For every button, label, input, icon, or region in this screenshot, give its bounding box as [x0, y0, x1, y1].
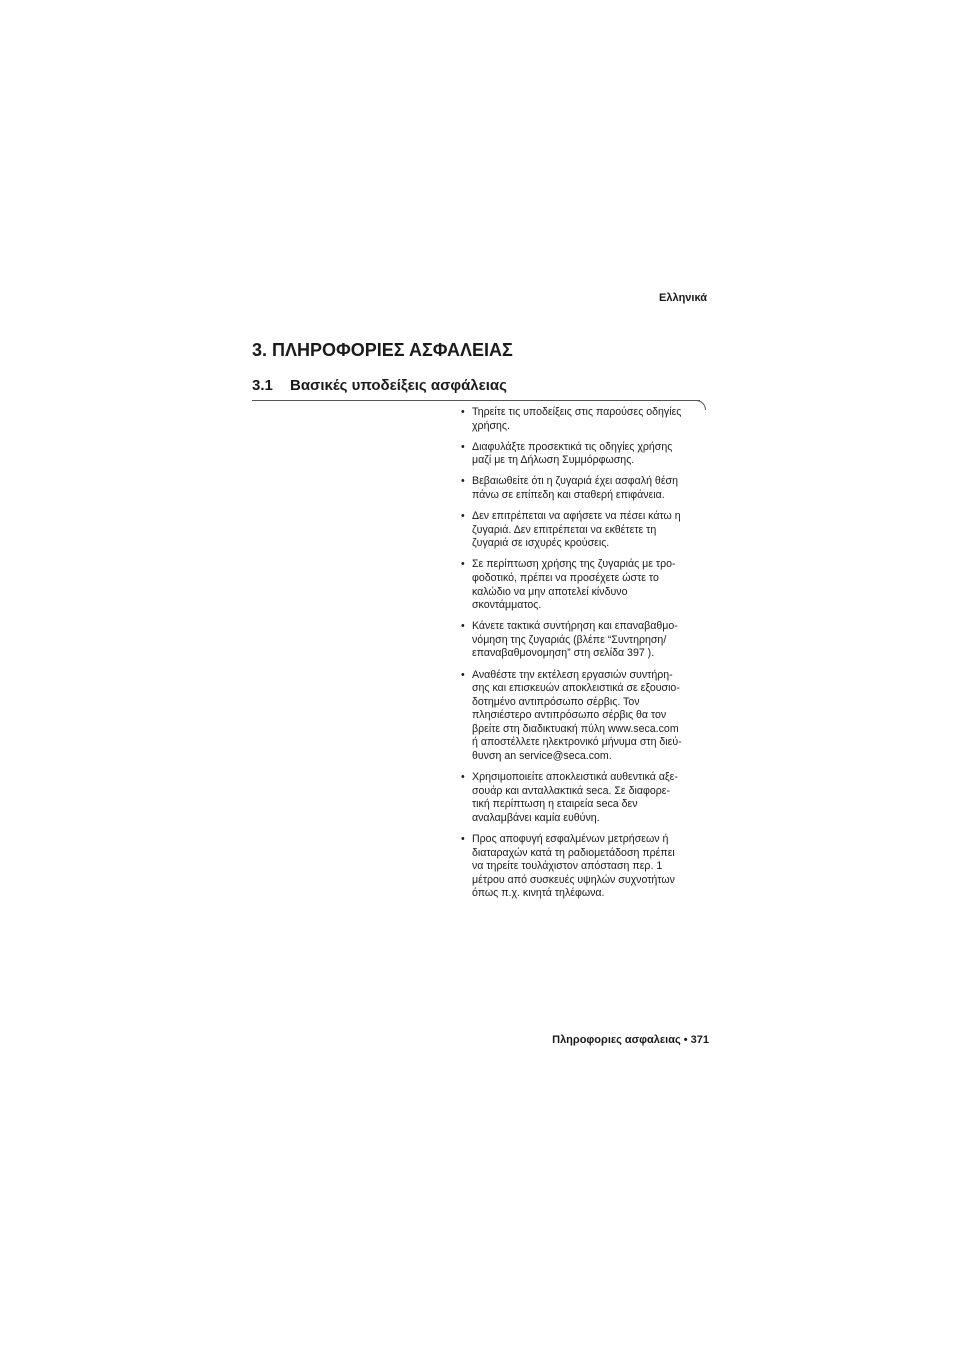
bullet-icon: • — [461, 558, 465, 571]
list-item — [461, 510, 713, 551]
list-item-line: θυνση an service@seca.com. — [472, 750, 612, 763]
list-item-line: Διαφυλάξτε προσεκτικά τις οδηγίες χρήσης — [472, 440, 673, 453]
list-item-line: Βεβαιωθείτε ότι η ζυγαριά έχει ασφαλή θέση — [472, 475, 678, 488]
list-item-line: αναλαμβάνει καμία ευθύνη. — [472, 811, 600, 824]
section-heading-text: Βασικές υποδείξεις ασφάλειας — [290, 377, 507, 394]
list-item-line: χρήσης. — [472, 419, 510, 432]
list-item-line: ή αποστέλλετε ηλεκτρονικό μήνυμα στη διεύ- — [472, 736, 682, 749]
list-item-line: ζυγαριά. Δεν επιτρέπεται να εκθέτετε τη — [472, 523, 657, 536]
list-item-line: τική περίπτωση η εταιρεία seca δεν — [472, 798, 638, 811]
list-item-line: μέτρου από συσκευές υψηλών συχνοτήτων — [472, 873, 675, 886]
list-item-line: Δεν επιτρέπεται να αφήσετε να πέσει κάτω η — [472, 510, 681, 523]
bullet-icon: • — [461, 475, 465, 488]
list-item-line: δοτημένο αντιπρόσωπο σέρβις. Τον — [472, 695, 640, 708]
list-item-line: σης και επισκευών αποκλειστικά σε εξουσιο- — [472, 682, 680, 695]
list-item — [461, 771, 713, 825]
list-item — [461, 833, 713, 901]
bullet-icon: • — [461, 668, 465, 681]
safety-instructions-list — [461, 406, 713, 909]
chapter-title: 3. ΠΛΗΡΟΦΟΡΙΕΣ ΑΣΦΑΛΕΙΑΣ — [252, 340, 513, 360]
list-item — [461, 558, 713, 612]
list-item-line: φοδοτικό, πρέπει να προσέχετε ώστε το — [472, 571, 659, 584]
list-item — [461, 669, 713, 764]
list-item — [461, 475, 713, 502]
list-item-line: Κάνετε τακτικά συντήρηση και επαναβαθμο- — [472, 620, 678, 633]
list-item-line: Σε περίπτωση χρήσης της ζυγαριάς με τρο- — [472, 558, 676, 571]
section-number: 3.1 — [252, 377, 273, 394]
list-item — [461, 620, 713, 661]
list-item — [461, 406, 713, 433]
bullet-icon: • — [461, 440, 465, 453]
list-item-line: Αναθέστε την εκτέλεση εργασιών συντήρη- — [472, 668, 673, 681]
list-item-line: διαταραχών κατά τη ραδιομετάδοση πρέπει — [472, 846, 675, 859]
bullet-icon: • — [461, 406, 465, 418]
list-item-line: να τηρείτε τουλάχιστον απόσταση περ. 1 — [472, 860, 663, 873]
list-item-line: σκοντάμματος. — [472, 599, 542, 612]
section-divider — [252, 400, 700, 401]
list-item-line: βρείτε στη διαδικτυακή πύλη www.seca.com — [472, 722, 679, 735]
list-item-line: ζυγαριά σε ισχυρές κρούσεις. — [472, 537, 610, 550]
bullet-icon: • — [461, 771, 465, 784]
section-title — [252, 377, 507, 394]
list-item-line: Τηρείτε τις υποδείξεις στις παρούσες οδηγίες — [472, 406, 682, 418]
list-item-line: καλώδιο να μην αποτελεί κίνδυνο — [472, 585, 628, 598]
list-item-line: πλησιέστερο αντιπρόσωπο σέρβις θα τον — [472, 709, 667, 722]
list-item-line: επαναβαθμονομηση” στη σελίδα 397 ). — [472, 647, 655, 660]
list-item-line: νόμηση της ζυγαριάς (βλέπε “Συντηρηση/ — [472, 633, 667, 646]
list-item — [461, 441, 713, 468]
list-item-line: Χρησιμοποιείτε αποκλειστικά αυθεντικά αξε- — [472, 771, 678, 784]
bullet-icon: • — [461, 620, 465, 633]
list-item-line: μαζί με τη Δήλωση Συμμόρφωσης. — [472, 454, 635, 467]
list-item-line: όπως π.χ. κινητά τηλέφωνα. — [472, 887, 605, 900]
bullet-icon: • — [461, 833, 465, 846]
list-item-line: πάνω σε επίπεδη και σταθερή επιφάνεια. — [472, 488, 665, 501]
page-footer: Πληροφοριες ασφαλειας • 371 — [552, 1034, 709, 1046]
bullet-icon: • — [461, 510, 465, 523]
list-item-line: σουάρ και ανταλλακτικά seca. Σε διαφορε- — [472, 784, 671, 797]
language-label: Ελληνικά — [659, 292, 707, 304]
list-item-line: Προς αποφυγή εσφαλμένων μετρήσεων ή — [472, 833, 669, 846]
